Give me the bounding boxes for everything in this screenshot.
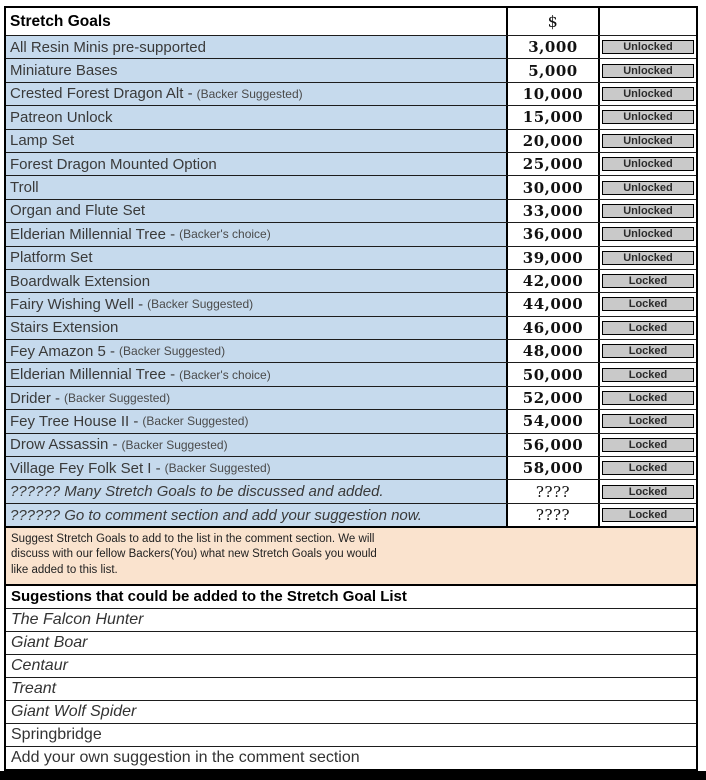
goal-status-cell (600, 106, 696, 128)
goal-name-cell (6, 247, 508, 269)
table-row (6, 362, 696, 385)
goal-name-cell (6, 504, 508, 526)
goal-amount-cell: ???? (508, 480, 600, 502)
table-row (6, 152, 696, 175)
goal-name: All Resin Minis pre-supported (10, 38, 206, 56)
table-row (6, 479, 696, 502)
stretch-goals-sheet (4, 6, 698, 771)
goal-name: Organ and Flute Set (10, 202, 146, 220)
goal-name-cell (6, 457, 508, 479)
table-row (6, 129, 696, 152)
goal-name: Village Fey Folk Set I - (10, 459, 161, 477)
goal-name-note: (Backer's choice) (179, 227, 271, 242)
goal-status-cell (600, 363, 696, 385)
goal-name: ?????? Go to comment section and add your suggestion now. (10, 506, 422, 524)
goal-rows-container (6, 35, 696, 526)
goal-name-cell (6, 270, 508, 292)
goal-name-cell (6, 36, 508, 58)
goal-amount-cell: 58,000 (508, 457, 600, 479)
bottom-black-bar (0, 771, 706, 780)
goal-name: Patreon Unlock (10, 108, 113, 126)
suggestion-row: Giant Boar (6, 631, 696, 654)
goal-amount-cell: 30,000 (508, 176, 600, 198)
table-row (6, 105, 696, 128)
suggestion-row: Springbridge (6, 723, 696, 746)
table-row (6, 175, 696, 198)
goal-amount-cell: 46,000 (508, 317, 600, 339)
goal-name-note: (Backer Suggested) (142, 414, 249, 429)
goal-name-cell (6, 293, 508, 315)
goal-name-cell (6, 363, 508, 385)
table-row (6, 35, 696, 58)
table-header-row (6, 8, 696, 35)
goal-name-cell (6, 59, 508, 81)
goal-name-note: (Backer Suggested) (119, 344, 226, 359)
suggestion-row: Giant Wolf Spider (6, 700, 696, 723)
table-row (6, 316, 696, 339)
status-badge: Unlocked (602, 134, 694, 148)
status-badge: Unlocked (602, 157, 694, 171)
goal-amount-cell: 39,000 (508, 247, 600, 269)
header-amount: $ (508, 8, 600, 35)
goal-name: Fey Tree House II - (10, 412, 139, 430)
status-badge: Locked (602, 344, 694, 358)
goal-name-note: (Backer Suggested) (196, 86, 303, 101)
goal-name-cell (6, 410, 508, 432)
status-badge: Unlocked (602, 181, 694, 195)
goal-name: Crested Forest Dragon Alt - (10, 85, 193, 103)
status-badge: Locked (602, 414, 694, 428)
status-badge: Locked (602, 508, 694, 522)
suggestion-row: The Falcon Hunter (6, 608, 696, 631)
goal-status-cell (600, 36, 696, 58)
table-row (6, 386, 696, 409)
goal-amount-cell: 5,000 (508, 59, 600, 81)
goal-status-cell (600, 387, 696, 409)
table-row (6, 456, 696, 479)
suggest-note (6, 526, 696, 584)
table-row (6, 246, 696, 269)
goal-amount-cell: 44,000 (508, 293, 600, 315)
goal-amount-cell: 20,000 (508, 130, 600, 152)
goal-amount-cell: 48,000 (508, 340, 600, 362)
goal-name: Elderian Millennial Tree - (10, 225, 176, 243)
goal-name-cell (6, 106, 508, 128)
goal-amount-cell: 3,000 (508, 36, 600, 58)
table-row (6, 292, 696, 315)
goal-amount-cell: 54,000 (508, 410, 600, 432)
goal-status-cell (600, 317, 696, 339)
status-badge: Locked (602, 297, 694, 311)
table-row (6, 269, 696, 292)
table-row (6, 339, 696, 362)
goal-amount-cell: ???? (508, 504, 600, 526)
goal-status-cell (600, 130, 696, 152)
status-badge: Unlocked (602, 204, 694, 218)
suggestion-row: Treant (6, 677, 696, 700)
header-goal-name: Stretch Goals (6, 8, 508, 35)
goal-status-cell (600, 59, 696, 81)
goal-status-cell (600, 223, 696, 245)
table-row (6, 58, 696, 81)
goal-name-cell (6, 176, 508, 198)
goal-name: Stairs Extension (10, 319, 119, 337)
goal-name-note: (Backer Suggested) (164, 461, 271, 476)
goal-name: Fey Amazon 5 - (10, 342, 116, 360)
suggestions-container (6, 608, 696, 769)
table-row (6, 433, 696, 456)
goal-name-cell (6, 434, 508, 456)
goal-amount-cell: 36,000 (508, 223, 600, 245)
goal-name: Boardwalk Extension (10, 272, 151, 290)
goal-name-cell (6, 153, 508, 175)
status-badge: Locked (602, 368, 694, 382)
goal-status-cell (600, 434, 696, 456)
status-badge: Unlocked (602, 87, 694, 101)
goal-amount-cell: 25,000 (508, 153, 600, 175)
suggest-note-line: like added to this list. (11, 563, 118, 576)
goal-amount-cell: 42,000 (508, 270, 600, 292)
status-badge: Locked (602, 461, 694, 475)
goal-status-cell (600, 176, 696, 198)
goal-amount-cell: 56,000 (508, 434, 600, 456)
goal-amount-cell: 10,000 (508, 83, 600, 105)
goal-name-note: (Backer's choice) (179, 367, 271, 382)
suggestions-header: Sugestions that could be added to the Stretch Goal List (6, 584, 696, 608)
goal-name: Fairy Wishing Well - (10, 295, 144, 313)
goal-status-cell (600, 153, 696, 175)
goal-status-cell (600, 410, 696, 432)
goal-status-cell (600, 293, 696, 315)
table-row (6, 503, 696, 526)
status-badge: Unlocked (602, 227, 694, 241)
goal-name-note: (Backer Suggested) (147, 297, 254, 312)
goal-name: Lamp Set (10, 132, 75, 150)
goal-amount-cell: 33,000 (508, 200, 600, 222)
goal-name: Troll (10, 179, 39, 197)
goal-status-cell (600, 457, 696, 479)
status-badge: Locked (602, 321, 694, 335)
goal-amount-cell: 52,000 (508, 387, 600, 409)
suggest-note-line: discuss with our fellow Backers(You) what new Stretch Goals you would (11, 548, 377, 561)
goal-name-cell (6, 480, 508, 502)
goal-name: Miniature Bases (10, 62, 118, 80)
goal-status-cell (600, 340, 696, 362)
status-badge: Locked (602, 485, 694, 499)
goal-amount-cell: 50,000 (508, 363, 600, 385)
status-badge: Unlocked (602, 251, 694, 265)
table-row (6, 82, 696, 105)
goal-status-cell (600, 504, 696, 526)
goal-status-cell (600, 270, 696, 292)
status-badge: Unlocked (602, 40, 694, 54)
goal-name: Drow Assassin - (10, 436, 118, 454)
goal-name: Elderian Millennial Tree - (10, 366, 176, 384)
table-row (6, 199, 696, 222)
suggestion-row: Add your own suggestion in the comment section (6, 746, 696, 769)
goal-name-cell (6, 130, 508, 152)
goal-status-cell (600, 83, 696, 105)
goal-name: Drider - (10, 389, 61, 407)
goal-name-note: (Backer Suggested) (64, 391, 171, 406)
header-status (600, 8, 696, 35)
status-badge: Unlocked (602, 110, 694, 124)
suggestion-row: Centaur (6, 654, 696, 677)
table-row (6, 222, 696, 245)
status-badge: Locked (602, 274, 694, 288)
goal-name-cell (6, 223, 508, 245)
goal-name-cell (6, 83, 508, 105)
status-badge: Unlocked (602, 64, 694, 78)
table-row (6, 409, 696, 432)
goal-status-cell (600, 200, 696, 222)
status-badge: Locked (602, 391, 694, 405)
goal-name-cell (6, 387, 508, 409)
goal-name-cell (6, 200, 508, 222)
goal-name: Platform Set (10, 249, 93, 267)
goal-name: Forest Dragon Mounted Option (10, 155, 217, 173)
goal-status-cell (600, 247, 696, 269)
goal-name: ?????? Many Stretch Goals to be discussed and added. (10, 483, 384, 501)
goal-name-cell (6, 340, 508, 362)
status-badge: Locked (602, 438, 694, 452)
goal-name-cell (6, 317, 508, 339)
goal-name-note: (Backer Suggested) (121, 437, 228, 452)
goal-amount-cell: 15,000 (508, 106, 600, 128)
goal-status-cell (600, 480, 696, 502)
suggest-note-line: Suggest Stretch Goals to add to the list in the comment section. We will (11, 533, 375, 546)
